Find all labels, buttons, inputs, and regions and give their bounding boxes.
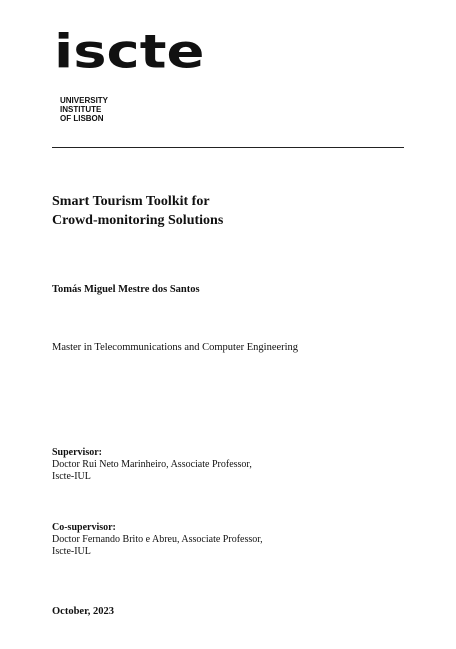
supervisor-label: Supervisor:	[52, 447, 102, 458]
thesis-title	[52, 192, 223, 230]
cosupervisor-line-2: Iscte-IUL	[52, 546, 91, 557]
degree-name: Master in Telecommunications and Computer Engineering	[52, 342, 299, 353]
supervisor-line-2: Iscte-IUL	[52, 471, 91, 482]
supervisor-block	[52, 447, 252, 483]
cosupervisor-line-1: Doctor Fernando Brito e Abreu, Associate Professor,	[52, 534, 263, 545]
cosupervisor-block	[52, 522, 263, 558]
thesis-title-line-2: Crowd-monitoring Solutions	[52, 213, 224, 228]
logo-subtitle-line-3: OF LISBON	[60, 114, 104, 123]
thesis-title-line-1: Smart Tourism Toolkit for	[52, 194, 210, 209]
submission-date: October, 2023	[52, 606, 115, 617]
header-divider	[52, 147, 404, 148]
logo-subtitle-line-1: UNIVERSITY	[60, 96, 109, 105]
logo-subtitle-line-2: INSTITUTE	[60, 105, 102, 114]
university-logo	[54, 25, 224, 130]
logo-subtitle	[60, 96, 108, 123]
logo-wordmark: iscte	[54, 25, 205, 80]
cosupervisor-label: Co-supervisor:	[52, 522, 116, 533]
supervisor-line-1: Doctor Rui Neto Marinheiro, Associate Professor,	[52, 459, 252, 470]
author-name: Tomás Miguel Mestre dos Santos	[52, 284, 200, 295]
